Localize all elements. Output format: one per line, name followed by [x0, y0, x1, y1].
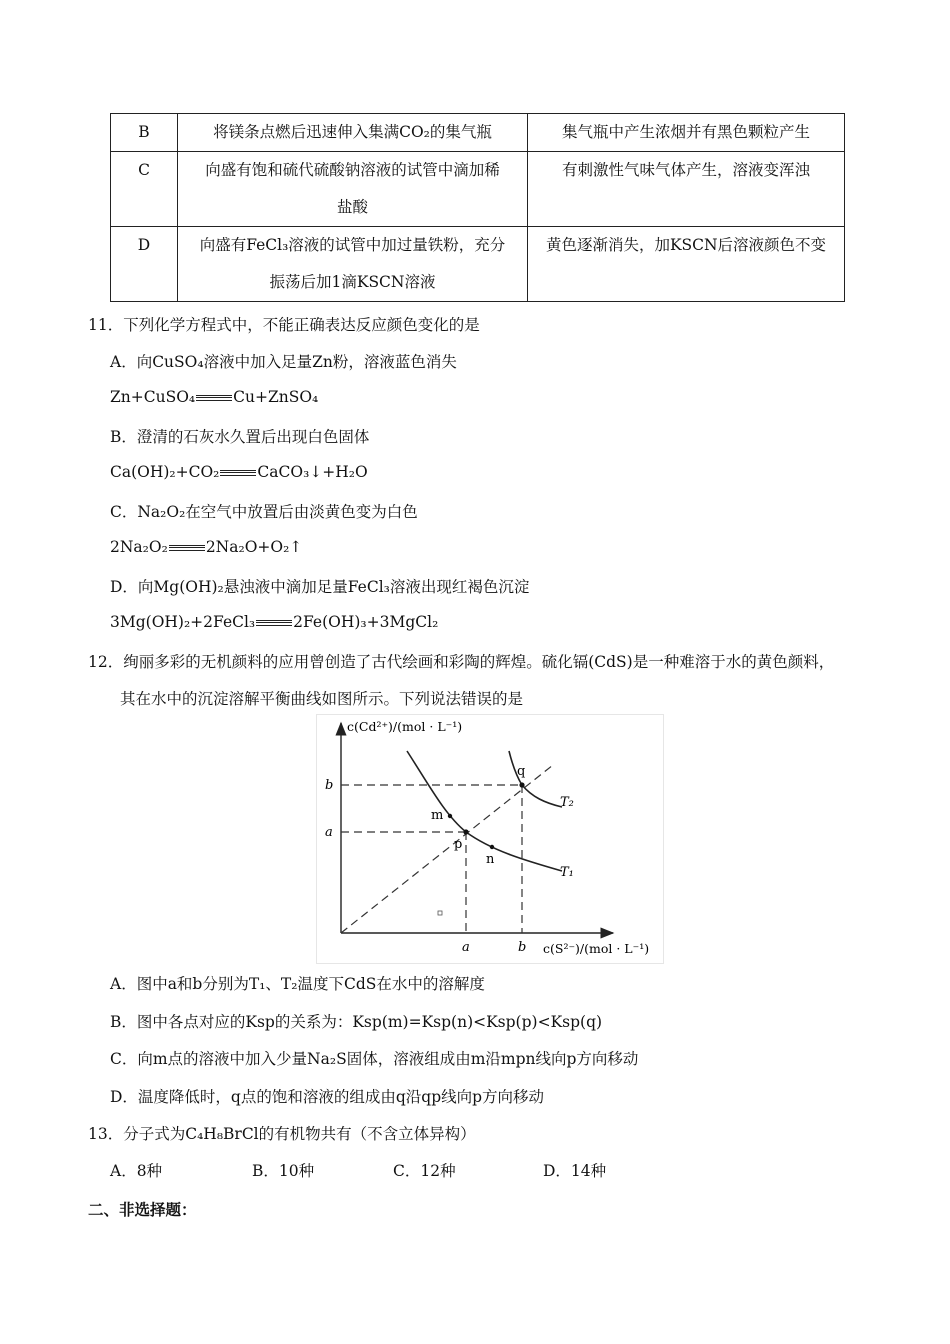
tick-b-y: b: [325, 778, 334, 793]
row-letter: C: [111, 152, 178, 227]
q11-stem: 11．下列化学方程式中，不能正确表达反应颜色变化的是: [88, 316, 480, 334]
diagonal-dashed-line: [341, 765, 553, 933]
equation-right: Cu+ZnSO₄: [233, 388, 319, 406]
row-result: 黄色逐渐消失，加KSCN后溶液颜色不变: [528, 227, 845, 302]
q11-option-b: B．澄清的石灰水久置后出现白色固体: [110, 428, 370, 446]
equals-sign: [220, 470, 256, 476]
equation-left: Zn+CuSO₄: [110, 388, 196, 406]
equation-left: 2Na₂O₂: [110, 538, 168, 556]
q12-stem-line2: 其在水中的沉淀溶解平衡曲线如图所示。下列说法错误的是: [120, 690, 524, 708]
row-operation-line2: 振荡后加1滴KSCN溶液: [269, 273, 436, 291]
experiment-table: [110, 113, 845, 302]
label-n: n: [486, 852, 495, 867]
equation-right: CaCO₃↓+H₂O: [257, 463, 368, 481]
row-operation: 将镁条点燃后迅速伸入集满CO₂的集气瓶: [178, 114, 528, 152]
table-row: [111, 114, 845, 152]
row-operation-line1: 向盛有FeCl₃溶液的试管中加过量铁粉，充分: [199, 236, 506, 254]
q11-option-c: C．Na₂O₂在空气中放置后由淡黄色变为白色: [110, 503, 418, 521]
q11-equation-b: [110, 463, 368, 481]
equals-sign: [256, 620, 292, 626]
tick-b-x: b: [518, 940, 527, 955]
equals-sign: [196, 395, 232, 401]
row-letter: D: [111, 227, 178, 302]
equation-left: Ca(OH)₂+CO₂: [110, 463, 220, 481]
q13-stem: 13．分子式为C₄H₈BrCl的有机物共有（不含立体异构）: [88, 1125, 476, 1143]
point-q: [519, 782, 524, 787]
label-m: m: [431, 808, 444, 823]
q13-option-c: C．12种: [393, 1162, 456, 1180]
label-p: p: [454, 837, 463, 852]
q11-equation-c: [110, 538, 302, 556]
solubility-equilibrium-figure: [316, 714, 664, 964]
point-n: [490, 845, 494, 849]
y-axis-label: c(Cd²⁺)/(mol · L⁻¹): [347, 719, 463, 734]
point-p: [463, 829, 468, 834]
tick-a-x: a: [462, 940, 470, 955]
q13-option-b: B．10种: [252, 1162, 315, 1180]
label-t1: T₁: [560, 865, 574, 880]
q13-option-d: D．14种: [543, 1162, 607, 1180]
equals-sign: [169, 545, 205, 551]
row-result: 有刺激性气味气体产生，溶液变浑浊: [528, 152, 845, 227]
point-m: [448, 814, 452, 818]
row-result: 集气瓶中产生浓烟并有黑色颗粒产生: [528, 114, 845, 152]
equation-right: 2Na₂O+O₂↑: [205, 538, 303, 556]
tick-a-y: a: [325, 825, 333, 840]
label-t2: T₂: [560, 795, 574, 810]
row-operation-line2: 盐酸: [336, 198, 368, 216]
equation-left: 3Mg(OH)₂+2FeCl₃: [110, 613, 256, 631]
small-square-mark: [438, 911, 442, 915]
q11-equation-d: [110, 613, 438, 631]
x-axis-label: c(S²⁻)/(mol · L⁻¹): [543, 941, 650, 956]
solubility-curve-diagram: [317, 715, 663, 963]
row-letter: B: [111, 114, 178, 152]
q12-option-c: C．向m点的溶液中加入少量Na₂S固体，溶液组成由m沿mpn线向p方向移动: [110, 1050, 639, 1068]
q11-option-a: A．向CuSO₄溶液中加入足量Zn粉，溶液蓝色消失: [110, 353, 457, 371]
q13-option-a: A．8种: [110, 1162, 163, 1180]
equation-right: 2Fe(OH)₃+3MgCl₂: [293, 613, 439, 631]
q11-option-d: D．向Mg(OH)₂悬浊液中滴加足量FeCl₃溶液出现红褐色沉淀: [110, 578, 530, 596]
table-row: [111, 227, 845, 302]
label-q: q: [517, 764, 526, 779]
q11-equation-a: [110, 388, 318, 406]
q12-option-a: A．图中a和b分别为T₁、T₂温度下CdS在水中的溶解度: [110, 975, 485, 993]
row-operation-line1: 向盛有饱和硫代硫酸钠溶液的试管中滴加稀: [205, 161, 500, 179]
q12-option-b: B．图中各点对应的Ksp的关系为：Ksp(m)=Ksp(n)<Ksp(p)<Ksp(q): [110, 1013, 603, 1031]
table-row: [111, 152, 845, 227]
section-heading-non-choice: 二、非选择题：: [88, 1201, 197, 1219]
q12-option-d: D．温度降低时，q点的饱和溶液的组成由q沿qp线向p方向移动: [110, 1088, 545, 1106]
q12-stem-line1: 12．绚丽多彩的无机颜料的应用曾创造了古代绘画和彩陶的辉煌。硫化镉(CdS)是一种难溶于水的黄色颜料，: [88, 653, 835, 671]
